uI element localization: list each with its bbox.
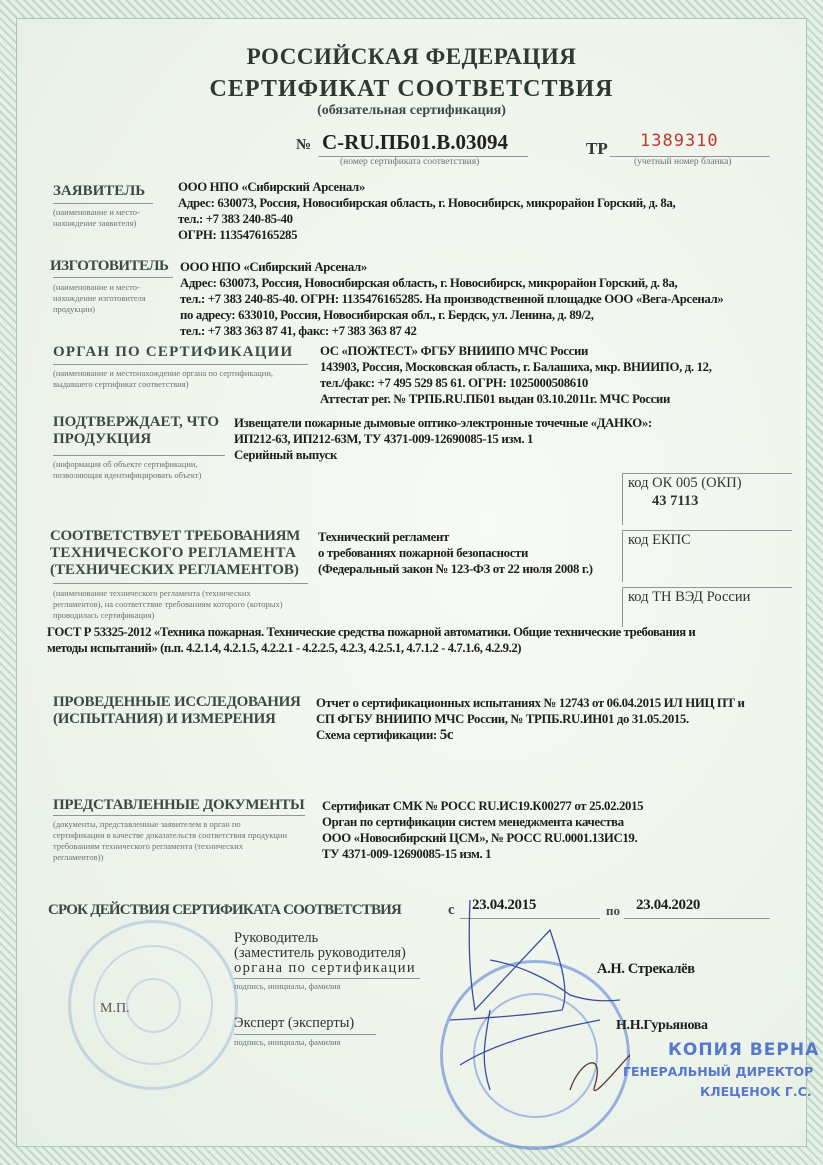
gost-standard: ГОСТ Р 53325-2012 «Техника пожарная. Технические средства пожарной автоматики. Общие технические требования и методы испытаний» (п.п. 4.2.1.4, 4.2.1.5, 4.2.2.1 - 4.2.2.5, 4.2.3, 4.2.5.1, 4.7.1.2 - 4.7.1.6, 4.2.9.2) — [47, 625, 696, 655]
regulation-details: Технический регламент о требованиях пожарной безопасности (Федеральный закон № 123-ФЗ от 22 июля 2008 г.) — [318, 530, 593, 576]
product-caption: (информация об объекте сертификации, позволяющая идентифицировать объект) — [53, 459, 202, 480]
tests-details: Отчет о сертификационных испытаниях № 12743 от 06.04.2015 ИЛ НИЦ ПТ и СП ФГБУ ВНИИПО МЧС России, № ТРПБ.RU.ИН01 до 31.05.2015. Схема сертификации: 5с — [316, 696, 745, 743]
validity-to-label: по — [606, 903, 620, 918]
certification-body-seal — [68, 920, 238, 1090]
applicant-details: ООО НПО «Сибирский Арсенал» Адрес: 630073, Россия, Новосибирская область, г. Новосибирск, микрорайон Горский, д. 8а, тел.: +7 383 240-85-40 ОГРН: 1135476165285 — [178, 180, 676, 242]
document-title: СЕРТИФИКАТ СООТВЕТСТВИЯ — [209, 76, 614, 102]
applicant-caption: (наименование и место-нахождение заявителя) — [53, 207, 140, 228]
applicant-label: ЗАЯВИТЕЛЬ — [53, 183, 146, 199]
cert-body-details: ОС «ПОЖТЕСТ» ФГБУ ВНИИПО МЧС России 143903, Россия, Московская область, г. Балашиха, мкр. ВНИИПО, д. 12, тел./факс: +7 495 529 85 61. ОГРН: 1025000508610 Аттестат рег. № ТРПБ.RU.ПБ01 выдан 03.10.2011г. МЧС России — [320, 344, 712, 406]
expert-caption: подпись, инициалы, фамилия — [234, 1037, 341, 1047]
ekps-code-label: код ЕКПС — [628, 532, 691, 548]
validity-label: СРОК ДЕЙСТВИЯ СЕРТИФИКАТА СООТВЕТСТВИЯ — [48, 902, 402, 918]
head-caption: подпись, инициалы, фамилия — [234, 981, 341, 991]
tests-label: ПРОВЕДЕННЫЕ ИССЛЕДОВАНИЯ (ИСПЫТАНИЯ) И ИЗМЕРЕНИЯ — [53, 694, 301, 727]
number-caption: (номер сертификата соответствия) — [340, 157, 480, 167]
tr-label: ТР — [586, 139, 608, 158]
okp-code-value: 43 7113 — [652, 493, 699, 509]
country-title: РОССИЙСКАЯ ФЕДЕРАЦИЯ — [246, 44, 577, 69]
documents-label: ПРЕДСТАВЛЕННЫЕ ДОКУМЕНТЫ — [53, 797, 305, 813]
product-label: ПОДТВЕРЖДАЕТ, ЧТО ПРОДУКЦИЯ — [53, 414, 220, 447]
blank-caption: (учетный номер бланка) — [634, 157, 732, 167]
tnved-code-label: код ТН ВЭД России — [628, 589, 751, 605]
copy-stamp-line2: ГЕНЕРАЛЬНЫЙ ДИРЕКТОР — [623, 1064, 814, 1079]
validity-from-label: с — [448, 902, 455, 918]
manufacturer-label: ИЗГОТОВИТЕЛЬ — [50, 258, 169, 274]
documents-details: Сертификат СМК № РОСС RU.ИС19.К00277 от 25.02.2015 Орган по сертификации систем менеджмента качества ООО «Новосибирский ЦСМ», № РОСС RU.0001.13ИС19. ТУ 4371-009-12690085-15 изм. 1 — [322, 799, 644, 861]
document-subtitle: (обязательная сертификация) — [317, 103, 506, 118]
head-name: А.Н. Стрекалёв — [597, 961, 695, 977]
manufacturer-caption: (наименование и место-нахождение изготовителя продукции) — [53, 282, 146, 314]
head-title: Руководитель (заместитель руководителя) органа по сертификации — [234, 930, 417, 976]
manufacturer-details: ООО НПО «Сибирский Арсенал» Адрес: 630073, Россия, Новосибирская область, г. Новосибирск, микрорайон Горский, д. 8а, тел.: +7 383 240-85-40. ОГРН: 1135476165285. На производственной площадке ООО «Вега-Арсенал» по адресу: 633010, Россия, Новосибирская обл., г. Бердск, ул. Ленина, д. 89/2, тел.: +7 383 363 87 41, факс: +7 383 363 87 42 — [180, 260, 724, 338]
number-prefix: № — [296, 137, 312, 153]
regulation-caption: (наименование технического регламента (технических регламентов), на соответствие требованиям которого (которых) проводилась сертификация) — [53, 588, 283, 620]
blank-number: 1389310 — [640, 131, 719, 151]
regulation-label: СООТВЕТСТВУЕТ ТРЕБОВАНИЯМ ТЕХНИЧЕСКОГО РЕГЛАМЕНТА (ТЕХНИЧЕСКИХ РЕГЛАМЕНТОВ) — [50, 528, 300, 578]
cert-body-caption: (наименование и местонахождение органа по сертификации, выдавшего сертификат соответствия) — [53, 368, 274, 389]
expert-label: Эксперт (эксперты) — [234, 1015, 355, 1031]
okp-code-label: код ОК 005 (ОКП) — [628, 475, 742, 491]
documents-caption: (документы, представленные заявителем в орган по сертификации в качестве доказательств соответствия продукции требованиям технического регламента (технических регламентов)) — [53, 819, 287, 862]
valid-to-date: 23.04.2020 — [636, 897, 701, 913]
valid-from-date: 23.04.2015 — [472, 897, 537, 913]
expert-name: Н.Н.Гурьянова — [616, 1018, 708, 1033]
seal-place-mark: М.П. — [100, 1001, 130, 1016]
certificate-number: C-RU.ПБ01.В.03094 — [322, 130, 508, 154]
copy-stamp-line3: КЛЕЦЕНОК Г.С. — [700, 1084, 812, 1099]
handwritten-signatures — [300, 890, 630, 1120]
cert-body-label: ОРГАН ПО СЕРТИФИКАЦИИ — [53, 344, 294, 360]
copy-stamp-line1: КОПИЯ ВЕРНА — [668, 1040, 820, 1060]
product-details: Извещатели пожарные дымовые оптико-электронные точечные «ДАНКО»: ИП212-63, ИП212-63М, ТУ 4371-009-12690085-15 изм. 1 Серийный выпуск — [234, 416, 652, 462]
certification-scheme: 5с — [439, 727, 454, 743]
